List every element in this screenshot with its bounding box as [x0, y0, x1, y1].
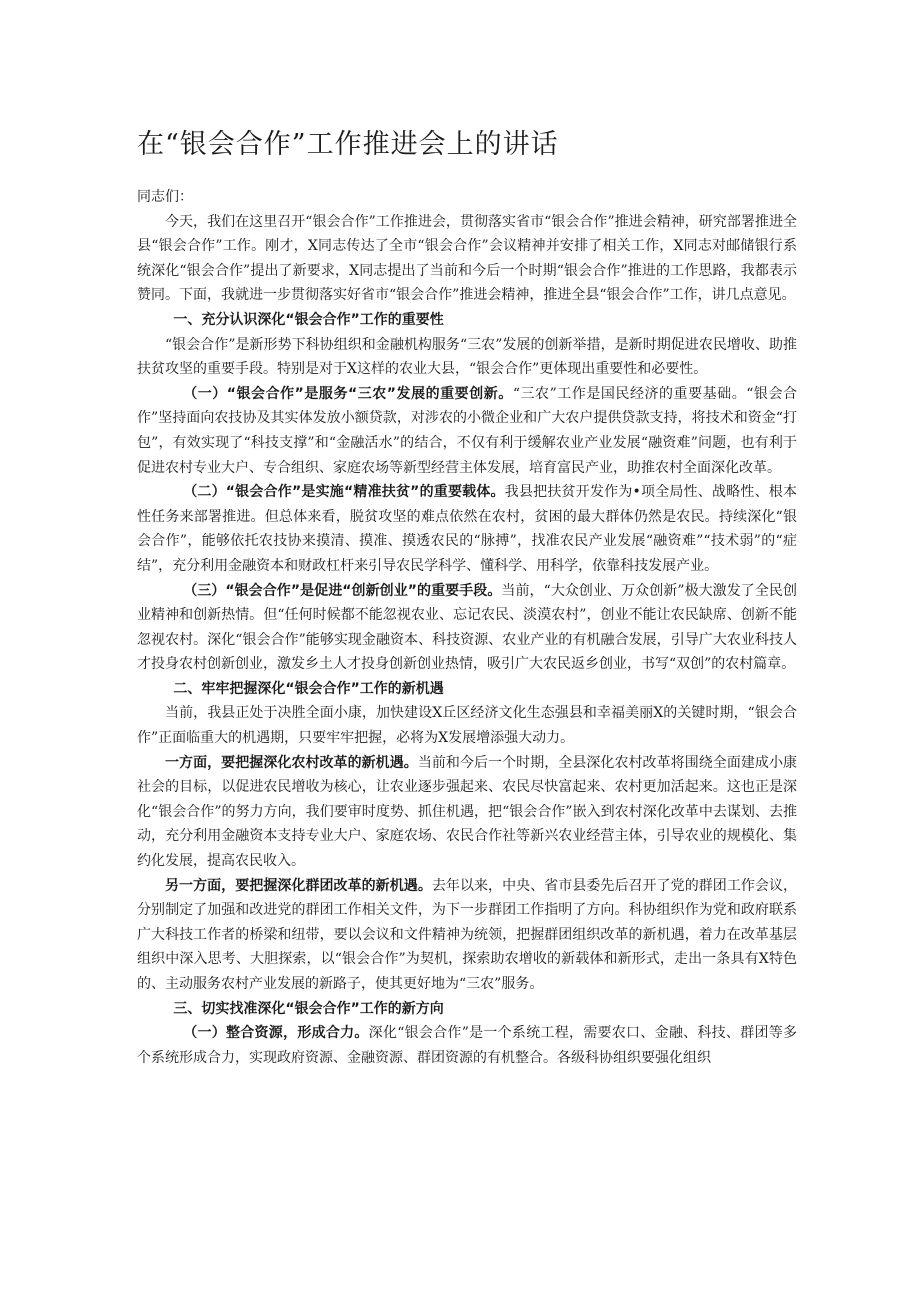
section1-heading: 一、充分认识深化“银会合作”工作的重要性	[173, 311, 444, 328]
section2-item2-lead: 另一方面，要把握深化群团改革的新机遇。	[165, 877, 432, 894]
section1-item1-text: “三农”工作是国民经济的重要基础。“银会合作”坚持面向农技协及其实体发放小额贷款，对涉农的小微企业和广大农户提供贷款支持，将技术和资金“打包”，有效实现了“科技支撑”和“金融活水”的结合，不仅有利于缓解农业产业发展“融资难”问题，也有利于促进农村专业大户、专合组织、家庭农场等新型经营主体发展，培育富民产业，助推农村全面深化改革。	[137, 385, 797, 476]
section1-item2-lead: （二）“银会合作”是实施“精准扶贫”的重要载体。	[183, 484, 505, 501]
section2-item1	[137, 751, 797, 874]
section2-paragraph: 当前，我县正处于决胜全面小康，加快建设X丘区经济文化生态强县和幸福美丽X的关键时期，“银会合作”正面临重大的机遇期，只要牢牢把握，必将为X发展增添强大动力。	[137, 705, 797, 747]
section1-item1	[137, 382, 797, 480]
section2-item2	[137, 874, 797, 997]
section1-item1-lead: （一）“银会合作”是服务“三农”发展的重要创新。	[183, 385, 513, 402]
section1-item2	[137, 480, 797, 578]
section1-item2-text: 我县把扶贫开发作为•项全局性、战略性、根本性任务来部署推进。但总体来看，脱贫攻坚的难点依然在农村，贫困的最大群体仍然是农民。持续深化“银会合作”，能够依托农技协来摸清、摸准、摸透农民的“脉搏”，找准农民产业发展“融资难”“技术弱”的“症结”，充分利用金融资本和财政杠杆来引导农民学科学、懂科学、用科学，依靠科技发展产业。	[137, 484, 797, 574]
intro-paragraph: 今天，我们在这里召开“银会合作”工作推进会，贯彻落实省市“银会合作”推进会精神，研究部署推进全县“银会合作”工作。刚才，X同志传达了全市“银会合作”会议精神并安排了相关工作，X同志对邮储银行系统深化“银会合作”提出了新要求，X同志提出了当前和今后一个时期“银会合作”推进的工作思路，我都表示赞同。下面，我就进一步贯彻落实好省市“银会合作”推进会精神，推进全县“银会合作”工作，讲几点意见。	[137, 213, 797, 304]
section3-item1	[137, 1021, 797, 1070]
salutation: 同志们：	[137, 189, 193, 205]
section1-item3-text: 当前，“大众创业、万众创新”极大激发了全民创业精神和创新热情。但“任何时候都不能忽视农业、忘记农民、淡漠农村”，创业不能让农民缺席、创新不能忽视农村。深化“银会合作”能够实现金融资本、科技资源、农业产业的有机融合发展，引导广大农业科技人才投身农村创新创业，激发乡土人才投身创新创业热情，吸引广大农民返乡创业，书写“双创”的农村篇章。	[137, 582, 797, 673]
section3-item1-text: 深化“银会合作”是一个系统工程，需要农口、金融、科技、群团等多个系统形成合力，实现政府资源、金融资源、群团资源的有机整合。各级科协组织要强化组织	[137, 1025, 797, 1066]
document-title: 在“银会合作”工作推进会上的讲话	[137, 129, 559, 160]
section2-item2-text: 去年以来，中央、省市县委先后召开了党的群团工作会议，分别制定了加强和改进党的群团工作相关文件，为下一步群团工作指明了方向。科协组织作为党和政府联系广大科技工作者的桥梁和纽带，要以会议和文件精神为统领，把握群团组织改革的新机遇，着力在改革基层组织中深入思考、大胆探索，以“银会合作”为契机，探索助农增收的新载体和新形式，走出一条具有X特色的、主动服务农村产业发展的新路子，使其更好地为“三农”服务。	[137, 877, 798, 992]
section2-item1-text: 当前和今后一个时期，全县深化农村改革将围绕全面建成小康社会的目标，以促进农民增收为核心，让农业逐步强起来、农民尽快富起来、农村更加活起来。这也正是深化“银会合作”的努力方向，我们要审时度势、抓住机遇，把“银会合作”嵌入到农村深化改革中去谋划、去推动，充分利用金融资本支持专业大户、家庭农场、农民合作社等新兴农业经营主体，引导农业的规模化、集约化发展，提高农民收入。	[137, 754, 798, 870]
section2-item1-lead: 一方面，要把握深化农村改革的新机遇。	[165, 754, 418, 771]
section3-heading: 三、切实找准深化“银会合作”工作的新方向	[173, 1000, 444, 1017]
section1-item3	[137, 579, 797, 677]
section1-paragraph: “银会合作”是新形势下科协组织和金融机构服务“三农”发展的创新举措，是新时期促进农民增收、助推扶贫攻坚的重要手段。特别是对于X这样的农业大县，“银会合作”更体现出重要性和必要性。	[137, 336, 797, 378]
section3-item1-lead: （一）整合资源，形成合力。	[183, 1025, 369, 1042]
document-page	[137, 125, 797, 1070]
section1-item3-lead: （三）“银会合作”是促进“创新创业”的重要手段。	[183, 582, 502, 599]
section2-heading: 二、牢牢把握深化“银会合作”工作的新机遇	[173, 680, 444, 697]
